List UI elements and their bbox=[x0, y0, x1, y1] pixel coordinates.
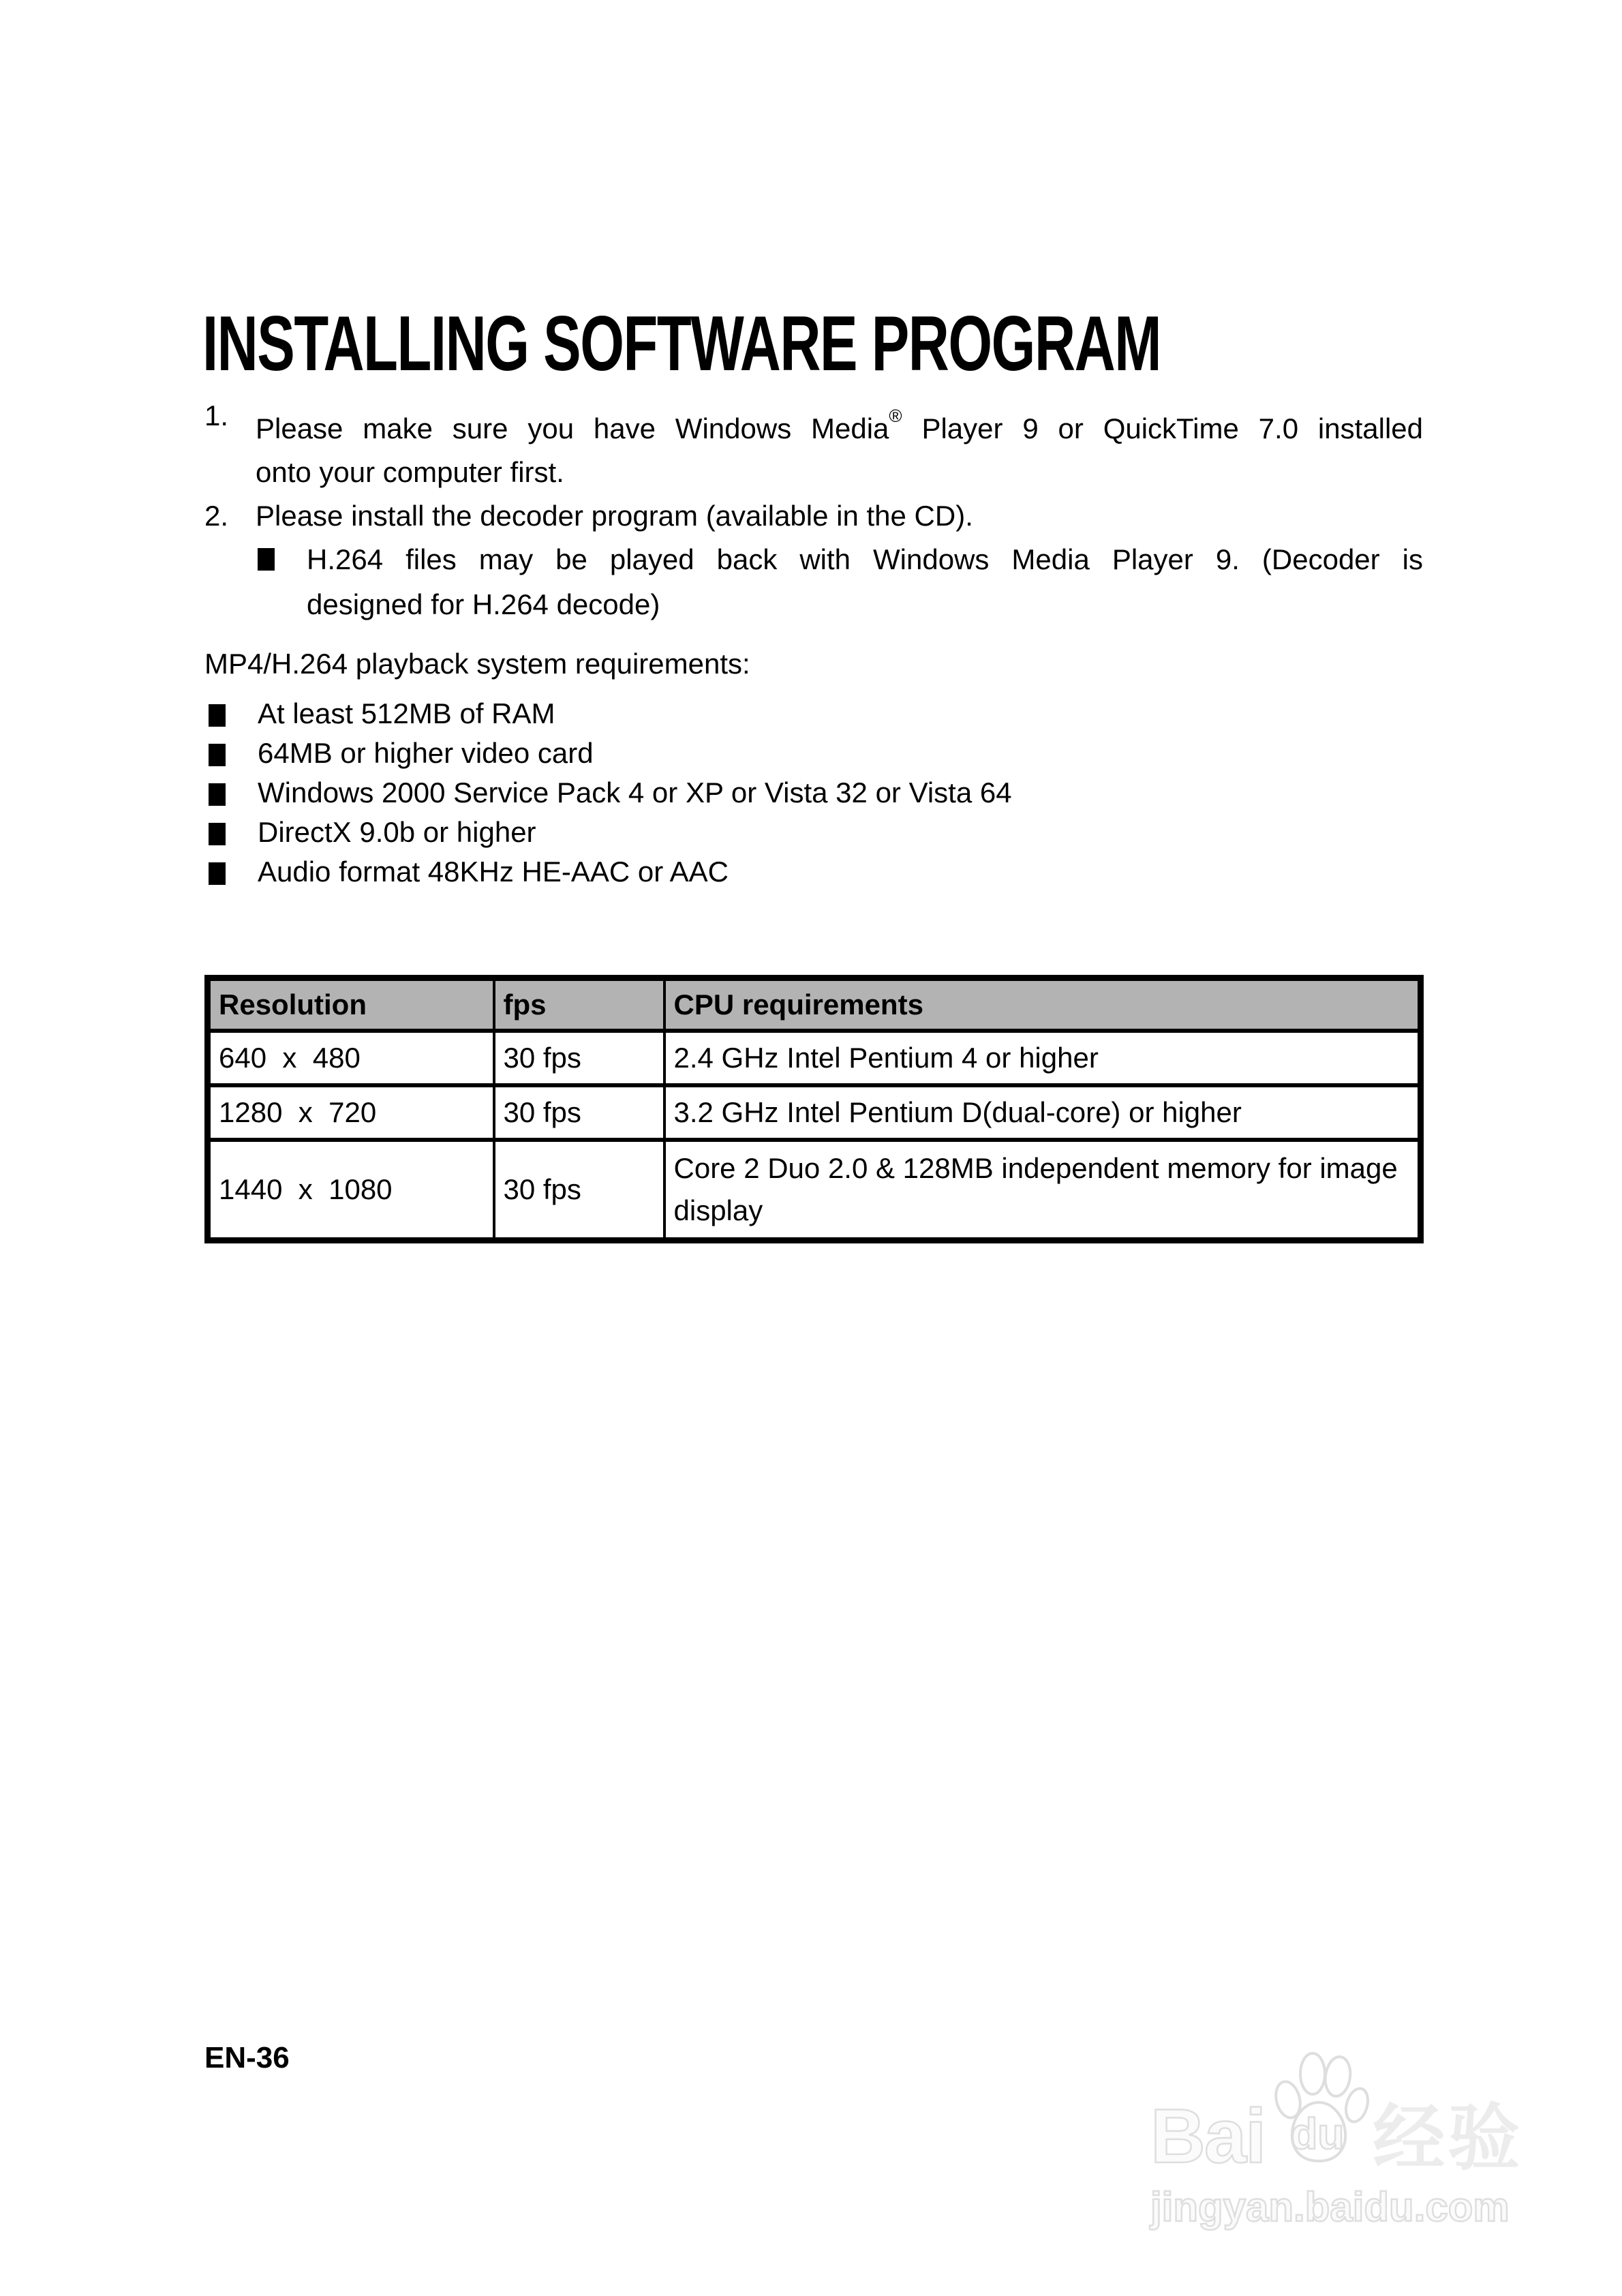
requirements-section bbox=[204, 642, 1423, 892]
step-item-1 bbox=[204, 394, 1423, 451]
baidu-logo-text-bai: Bai bbox=[1150, 2094, 1266, 2179]
requirement-item bbox=[204, 734, 1423, 773]
step-text-line bbox=[256, 394, 1423, 451]
requirement-item bbox=[204, 694, 1423, 734]
requirement-text: DirectX 9.0b or higher bbox=[258, 816, 536, 848]
step-text: Please make sure you have Windows Media bbox=[256, 412, 889, 444]
requirement-text: Windows 2000 Service Pack 4 or XP or Vista 32 or Vista 64 bbox=[258, 776, 1012, 809]
sub-bullet-text-line: H.264 files may be played back with Windows Media Player 9. (Decoder is bbox=[307, 543, 1423, 575]
table-row bbox=[208, 1140, 1421, 1241]
baidu-watermark bbox=[1150, 2046, 1535, 2228]
cell-resolution: 640 x 480 bbox=[208, 1031, 494, 1085]
page-title: INSTALLING SOFTWARE PROGRAM bbox=[202, 301, 1161, 387]
spec-table bbox=[204, 975, 1424, 1243]
column-header-resolution: Resolution bbox=[208, 978, 494, 1031]
requirement-item bbox=[204, 852, 1423, 892]
requirements-list bbox=[204, 694, 1423, 892]
page-number: EN-36 bbox=[204, 2041, 290, 2074]
sub-bullet-text-line: designed for H.264 decode) bbox=[307, 588, 660, 620]
cell-fps: 30 fps bbox=[494, 1031, 664, 1085]
bullet-marker bbox=[256, 538, 307, 583]
requirement-item bbox=[204, 773, 1423, 813]
watermark-url: jingyan.baidu.com bbox=[1150, 2184, 1510, 2230]
requirement-text: Audio format 48KHz HE-AAC or AAC bbox=[258, 856, 729, 888]
square-bullet-icon bbox=[209, 704, 226, 727]
square-bullet-icon bbox=[209, 862, 226, 885]
sub-bullet-item bbox=[256, 538, 1423, 583]
square-bullet-icon bbox=[209, 744, 226, 766]
baidu-logo bbox=[1150, 2046, 1535, 2179]
requirements-heading: MP4/H.264 playback system requirements: bbox=[204, 648, 750, 680]
bullet-marker bbox=[204, 816, 258, 849]
table-header-row bbox=[208, 978, 1421, 1031]
cell-cpu: 3.2 GHz Intel Pentium D(dual-core) or higher bbox=[664, 1085, 1421, 1140]
cell-fps: 30 fps bbox=[494, 1085, 664, 1140]
cell-cpu: 2.4 GHz Intel Pentium 4 or higher bbox=[664, 1031, 1421, 1085]
step-text-line: Please install the decoder program (available in the CD). bbox=[256, 500, 973, 532]
registered-trademark-symbol: ® bbox=[889, 406, 902, 426]
cell-resolution: 1280 x 720 bbox=[208, 1085, 494, 1140]
table-row bbox=[208, 1085, 1421, 1140]
requirement-text: 64MB or higher video card bbox=[258, 737, 594, 769]
bullet-marker bbox=[204, 737, 258, 770]
bullet-marker bbox=[204, 776, 258, 809]
baidu-logo-text-du: du bbox=[1291, 2109, 1345, 2158]
step-number: 1. bbox=[204, 399, 229, 432]
bullet-marker bbox=[204, 856, 258, 888]
column-header-fps: fps bbox=[494, 978, 664, 1031]
step-item-2 bbox=[204, 494, 1423, 538]
square-bullet-icon bbox=[209, 783, 226, 806]
cell-resolution: 1440 x 1080 bbox=[208, 1140, 494, 1241]
requirement-text: At least 512MB of RAM bbox=[258, 697, 555, 729]
step-text: Player 9 or QuickTime 7.0 installed bbox=[921, 412, 1423, 444]
bullet-marker bbox=[204, 697, 258, 730]
cell-cpu: Core 2 Duo 2.0 & 128MB independent memory for image display bbox=[664, 1140, 1421, 1241]
square-bullet-icon bbox=[209, 823, 226, 845]
step-text-line: onto your computer first. bbox=[256, 456, 564, 488]
baidu-paw-icon bbox=[1268, 2046, 1370, 2175]
cell-fps: 30 fps bbox=[494, 1140, 664, 1241]
column-header-cpu: CPU requirements bbox=[664, 978, 1421, 1031]
requirement-item bbox=[204, 813, 1423, 852]
table-row bbox=[208, 1031, 1421, 1085]
baidu-jingyan-cn-text: 经验 bbox=[1373, 2098, 1523, 2179]
square-bullet-icon bbox=[258, 548, 275, 571]
step-number: 2. bbox=[204, 500, 229, 532]
step-list bbox=[204, 394, 1423, 626]
